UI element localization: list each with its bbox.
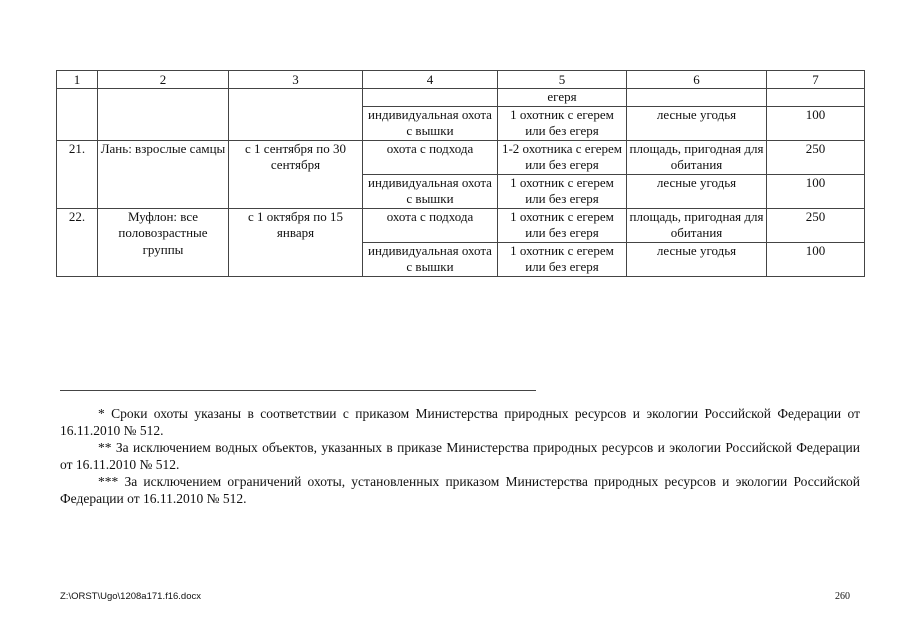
species-cell: Муфлон: все половозрастные группы [98,208,229,276]
row-number: 21. [57,140,98,208]
area-cell: площадь, пригодная для обитания [627,140,767,174]
area-cell: лесные угодья [627,242,767,276]
cont-area-cell [627,89,767,107]
area-cell: лесные угодья [627,174,767,208]
method-cell: охота с подхода [363,140,498,174]
footnote-2: ** За исключением водных объектов, указанных в приказе Министерства природных ресурсов и экологии Российской Федерации от 16.11.2010 № 512. [60,440,860,472]
species-cell: Лань: взрослые самцы [98,140,229,208]
table-row [57,140,865,174]
footnote-1: * Сроки охоты указаны в соответствии с приказом Министерства природных ресурсов и экологии Российской Федерации от 16.11.2010 № 512. [60,406,860,438]
participants-cell: 1 охотник с егерем или без егеря [498,242,627,276]
participants-cell: 1 охотник с егерем или без егеря [498,106,627,140]
norm-cell: 100 [767,106,865,140]
hunting-norms-table [56,70,865,277]
method-cell: охота с подхода [363,208,498,242]
method-cell: индивидуальная охота с вышки [363,242,498,276]
norm-cell: 100 [767,174,865,208]
method-cell: индивидуальная охота с вышки [363,106,498,140]
cont-participants-tail: егеря [498,89,627,107]
header-col-6: 6 [627,71,767,89]
period-cell: с 1 сентября по 30 сентября [229,140,363,208]
cont-num-cell [57,89,98,141]
file-path: Z:\ORST\Ugo\1208a171.f16.docx [60,591,201,602]
participants-cell: 1-2 охотника с егерем или без егеря [498,140,627,174]
footnotes [60,405,860,507]
cont-species-cell [98,89,229,141]
area-cell: площадь, пригодная для обитания [627,208,767,242]
participants-cell: 1 охотник с егерем или без егеря [498,208,627,242]
header-col-5: 5 [498,71,627,89]
footnote-3: *** За исключением ограничений охоты, установленных приказом Министерства природных ресурсов и экологии Российской Федерации от 16.11.2010 № 512. [60,474,860,506]
header-col-1: 1 [57,71,98,89]
footnote-divider [60,390,536,391]
header-col-2: 2 [98,71,229,89]
page-number: 260 [835,591,850,602]
cont-method-cell [363,89,498,107]
area-cell: лесные угодья [627,106,767,140]
period-cell: с 1 октября по 15 января [229,208,363,276]
header-col-4: 4 [363,71,498,89]
header-row [57,71,865,89]
header-col-3: 3 [229,71,363,89]
method-cell: индивидуальная охота с вышки [363,174,498,208]
cont-norm-cell [767,89,865,107]
participants-cell: 1 охотник с егерем или без егеря [498,174,627,208]
row-number: 22. [57,208,98,276]
norm-cell: 250 [767,208,865,242]
cont-period-cell [229,89,363,141]
table-row [57,208,865,242]
norm-cell: 250 [767,140,865,174]
norm-cell: 100 [767,242,865,276]
header-col-7: 7 [767,71,865,89]
continuation-row [57,89,865,107]
